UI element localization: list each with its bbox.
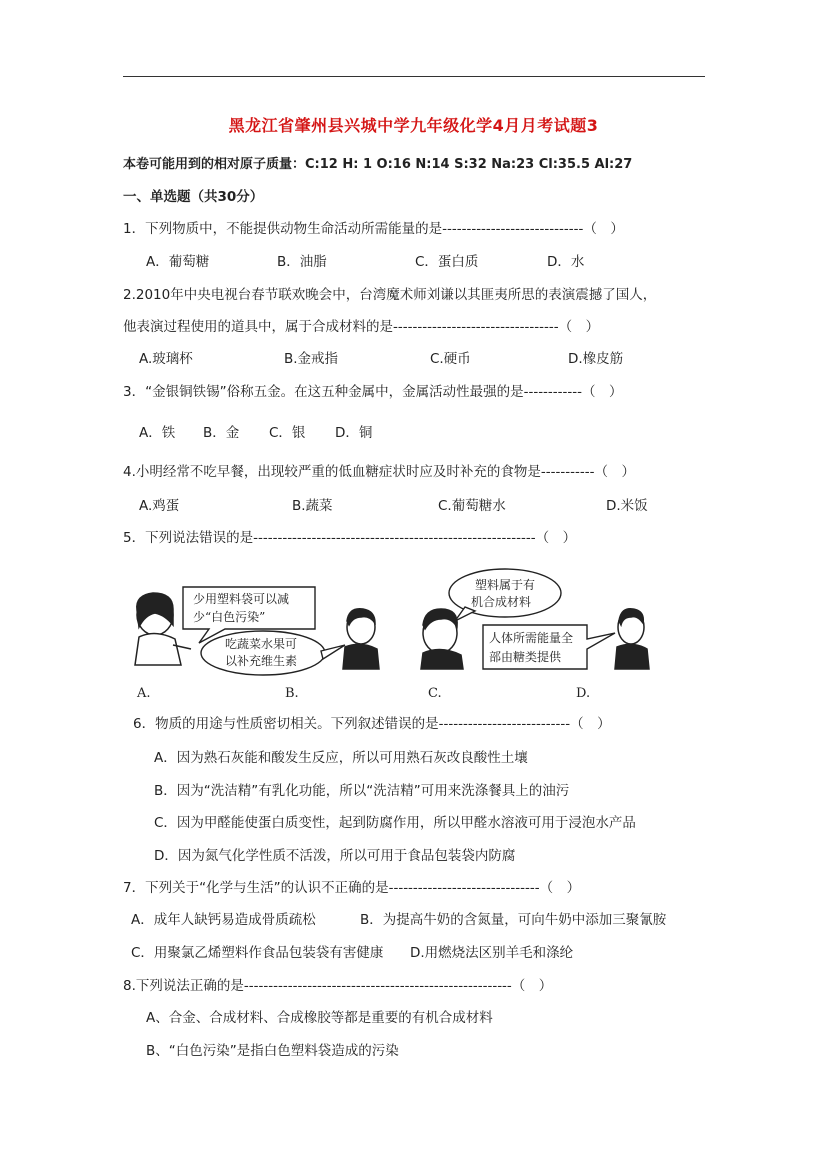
- q3-option-a: A．铁: [139, 425, 176, 441]
- q6-option-c: C．因为甲醛能使蛋白质变性，起到防腐作用，所以甲醛水溶液可用于浸泡水产品: [154, 815, 636, 831]
- q6-option-d: D．因为氮气化学性质不活泼，所以可用于食品包装袋内防腐: [154, 848, 516, 864]
- q2-option-a: A.玻璃杯: [139, 351, 193, 367]
- bubble-b-line2: 以补充维生素: [225, 654, 298, 668]
- q4-option-a: A.鸡蛋: [139, 498, 180, 514]
- bubble-d-line2: 部由糖类提供: [489, 650, 562, 664]
- q6-option-b: B．因为“洗洁精”有乳化功能，所以“洗洁精”可用来洗涤餐具上的油污: [154, 783, 570, 799]
- q6-option-a: A．因为熟石灰能和酸发生反应，所以可用熟石灰改良酸性土壤: [154, 750, 528, 766]
- q7-option-b: B．为提高牛奶的含氮量，可向牛奶中添加三聚氰胺: [360, 912, 667, 928]
- q3-option-b: B．金: [203, 425, 240, 441]
- question-7-stem: 7．下列关于“化学与生活”的认识不正确的是-------------------------------（ ）: [123, 880, 581, 896]
- q1-option-a: A．葡萄糖: [146, 254, 210, 270]
- q3-option-d: D．铜: [335, 425, 373, 441]
- q5-caption-c: C.: [428, 686, 442, 701]
- question-6-stem: 6．物质的用途与性质密切相关。下列叙述错误的是---------------------------（ ）: [133, 716, 611, 732]
- bubble-d-line1: 人体所需能量全: [489, 631, 574, 645]
- q5-caption-b: B.: [285, 686, 299, 701]
- q7-option-c: C．用聚氯乙烯塑料作食品包装袋有害健康: [131, 945, 384, 961]
- q5-caption-d: D.: [576, 686, 591, 701]
- question-1-stem: 1．下列物质中，不能提供动物生命活动所需能量的是-----------------------------（ ）: [123, 221, 624, 237]
- q8-option-b: B、“白色污染”是指白色塑料袋造成的污染: [146, 1043, 399, 1059]
- q1-option-b: B．油脂: [277, 254, 327, 270]
- q4-option-c: C.葡萄糖水: [438, 498, 506, 514]
- bubble-a-line2: 少“白色污染”: [193, 610, 266, 624]
- bubble-b-line1: 吃蔬菜水果可: [225, 637, 298, 651]
- q2-option-b: B.金戒指: [284, 351, 339, 367]
- q5-caption-a: A.: [137, 686, 151, 701]
- question-5-stem: 5．下列说法错误的是----------------------------------------------------------（ ）: [123, 530, 577, 546]
- section-heading: 一、单选题（共30分）: [123, 189, 264, 205]
- question-2-stem-line1: 2.2010年中央电视台春节联欢晚会中，台湾魔术师刘谦以其匪夷所思的表演震撼了国人，: [123, 287, 657, 303]
- q2-option-c: C.硬币: [430, 351, 471, 367]
- q3-option-c: C．银: [269, 425, 306, 441]
- q5-cartoon: [125, 565, 665, 705]
- q8-option-a: A、合金、合成材料、合成橡胶等都是重要的有机合成材料: [146, 1010, 493, 1026]
- q2-option-d: D.橡皮筋: [568, 351, 624, 367]
- page-title: 黑龙江省肇州县兴城中学九年级化学4月月考试题3: [228, 116, 599, 135]
- q4-option-b: B.蔬菜: [292, 498, 333, 514]
- q1-option-d: D．水: [547, 254, 585, 270]
- bubble-c-line1: 塑料属于有: [475, 578, 536, 592]
- q7-option-a: A．成年人缺钙易造成骨质疏松: [131, 912, 316, 928]
- boy-figure-icon: [343, 609, 379, 669]
- bubble-c-line2: 机合成材料: [471, 595, 532, 609]
- atomic-mass-note: 本卷可能用到的相对原子质量：C:12 H: 1 O:16 N:14 S:32 Na:23 Cl:35.5 Al:27: [123, 157, 633, 172]
- q7-option-d: D.用燃烧法区别羊毛和涤纶: [410, 945, 574, 961]
- question-8-stem: 8.下列说法正确的是-------------------------------------------------------（ ）: [123, 978, 553, 994]
- question-4-stem: 4.小明经常不吃早餐，出现较严重的低血糖症状时应及时补充的食物是-----------（ ）: [123, 464, 635, 480]
- question-2-stem-line2: 他表演过程使用的道具中，属于合成材料的是----------------------------------（ ）: [123, 319, 600, 335]
- q4-option-d: D.米饭: [606, 498, 648, 514]
- question-3-stem: 3．“金银铜铁锡”俗称五金。在这五种金属中，金属活动性最强的是------------（ ）: [123, 384, 623, 400]
- man-figure-icon: [615, 609, 649, 669]
- bubble-a-line1: 少用塑料袋可以减: [193, 592, 290, 606]
- q1-option-c: C．蛋白质: [415, 254, 479, 270]
- top-rule: [123, 76, 705, 77]
- cartoon-illustration: [125, 565, 665, 705]
